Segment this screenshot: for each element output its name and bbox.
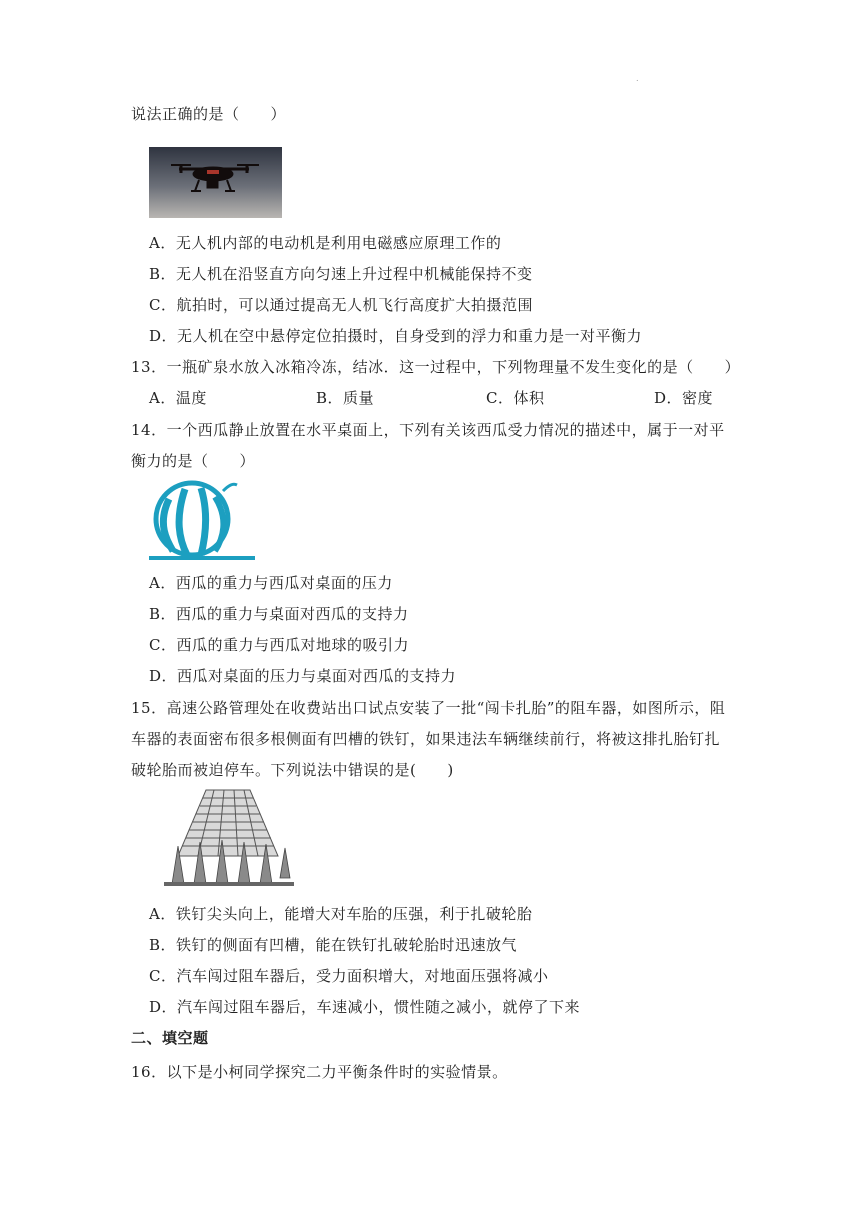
q13-option-d: D．密度 bbox=[654, 389, 714, 407]
q14-option-b: B．西瓜的重力与桌面对西瓜的支持力 bbox=[149, 605, 409, 623]
q12-option-c: C．航拍时，可以通过提高无人机飞行高度扩大拍摄范围 bbox=[149, 296, 533, 314]
q15-option-a: A．铁钉尖头向上，能增大对车胎的压强，利于扎破轮胎 bbox=[149, 905, 533, 923]
q13-option-b: B．质量 bbox=[316, 389, 375, 407]
q13-option-c: C．体积 bbox=[486, 389, 545, 407]
tire-spike-barrier-figure bbox=[158, 786, 298, 892]
q12-option-d: D．无人机在空中悬停定位拍摄时，自身受到的浮力和重力是一对平衡力 bbox=[149, 327, 643, 345]
q15-stem-line3: 破轮胎而被迫停车。下列说法中错误的是( ) bbox=[131, 761, 454, 779]
q15-option-d: D．汽车闯过阻车器后，车速减小，惯性随之减小，就停了下来 bbox=[149, 998, 581, 1016]
watermelon-figure bbox=[149, 479, 255, 563]
q15-stem-line1: 15．高速公路管理处在收费站出口试点安装了一批“闯卡扎胎”的阻车器，如图所示，阻 bbox=[131, 699, 726, 717]
q15-option-b: B．铁钉的侧面有凹槽，能在铁钉扎破轮胎时迅速放气 bbox=[149, 936, 518, 954]
section-heading-fill-in: 二、填空题 bbox=[131, 1029, 209, 1047]
header-mark: . bbox=[636, 74, 639, 83]
q13-stem: 13．一瓶矿泉水放入冰箱冷冻，结冰．这一过程中，下列物理量不发生变化的是（ ） bbox=[131, 358, 741, 376]
q12-option-a: A．无人机内部的电动机是利用电磁感应原理工作的 bbox=[149, 234, 502, 252]
q14-stem-line2: 衡力的是（ ） bbox=[131, 452, 256, 470]
q12-stem: 说法正确的是（ ） bbox=[131, 105, 287, 123]
q14-option-d: D．西瓜对桌面的压力与桌面对西瓜的支持力 bbox=[149, 667, 457, 685]
q14-option-a: A．西瓜的重力与西瓜对桌面的压力 bbox=[149, 574, 393, 592]
q16-stem: 16．以下是小柯同学探究二力平衡条件时的实验情景。 bbox=[131, 1063, 508, 1081]
q15-stem-line2: 车器的表面密布很多根侧面有凹槽的铁钉，如果违法车辆继续前行，将被这排扎胎钉扎 bbox=[131, 730, 721, 748]
q12-option-b: B．无人机在沿竖直方向匀速上升过程中机械能保持不变 bbox=[149, 265, 533, 283]
q15-option-c: C．汽车闯过阻车器后，受力面积增大，对地面压强将减小 bbox=[149, 967, 549, 985]
q14-option-c: C．西瓜的重力与西瓜对地球的吸引力 bbox=[149, 636, 409, 654]
q14-stem-line1: 14．一个西瓜静止放置在水平桌面上，下列有关该西瓜受力情况的描述中，属于一对平 bbox=[131, 421, 725, 439]
drone-photo bbox=[149, 147, 282, 218]
q13-option-a: A．温度 bbox=[149, 389, 207, 407]
